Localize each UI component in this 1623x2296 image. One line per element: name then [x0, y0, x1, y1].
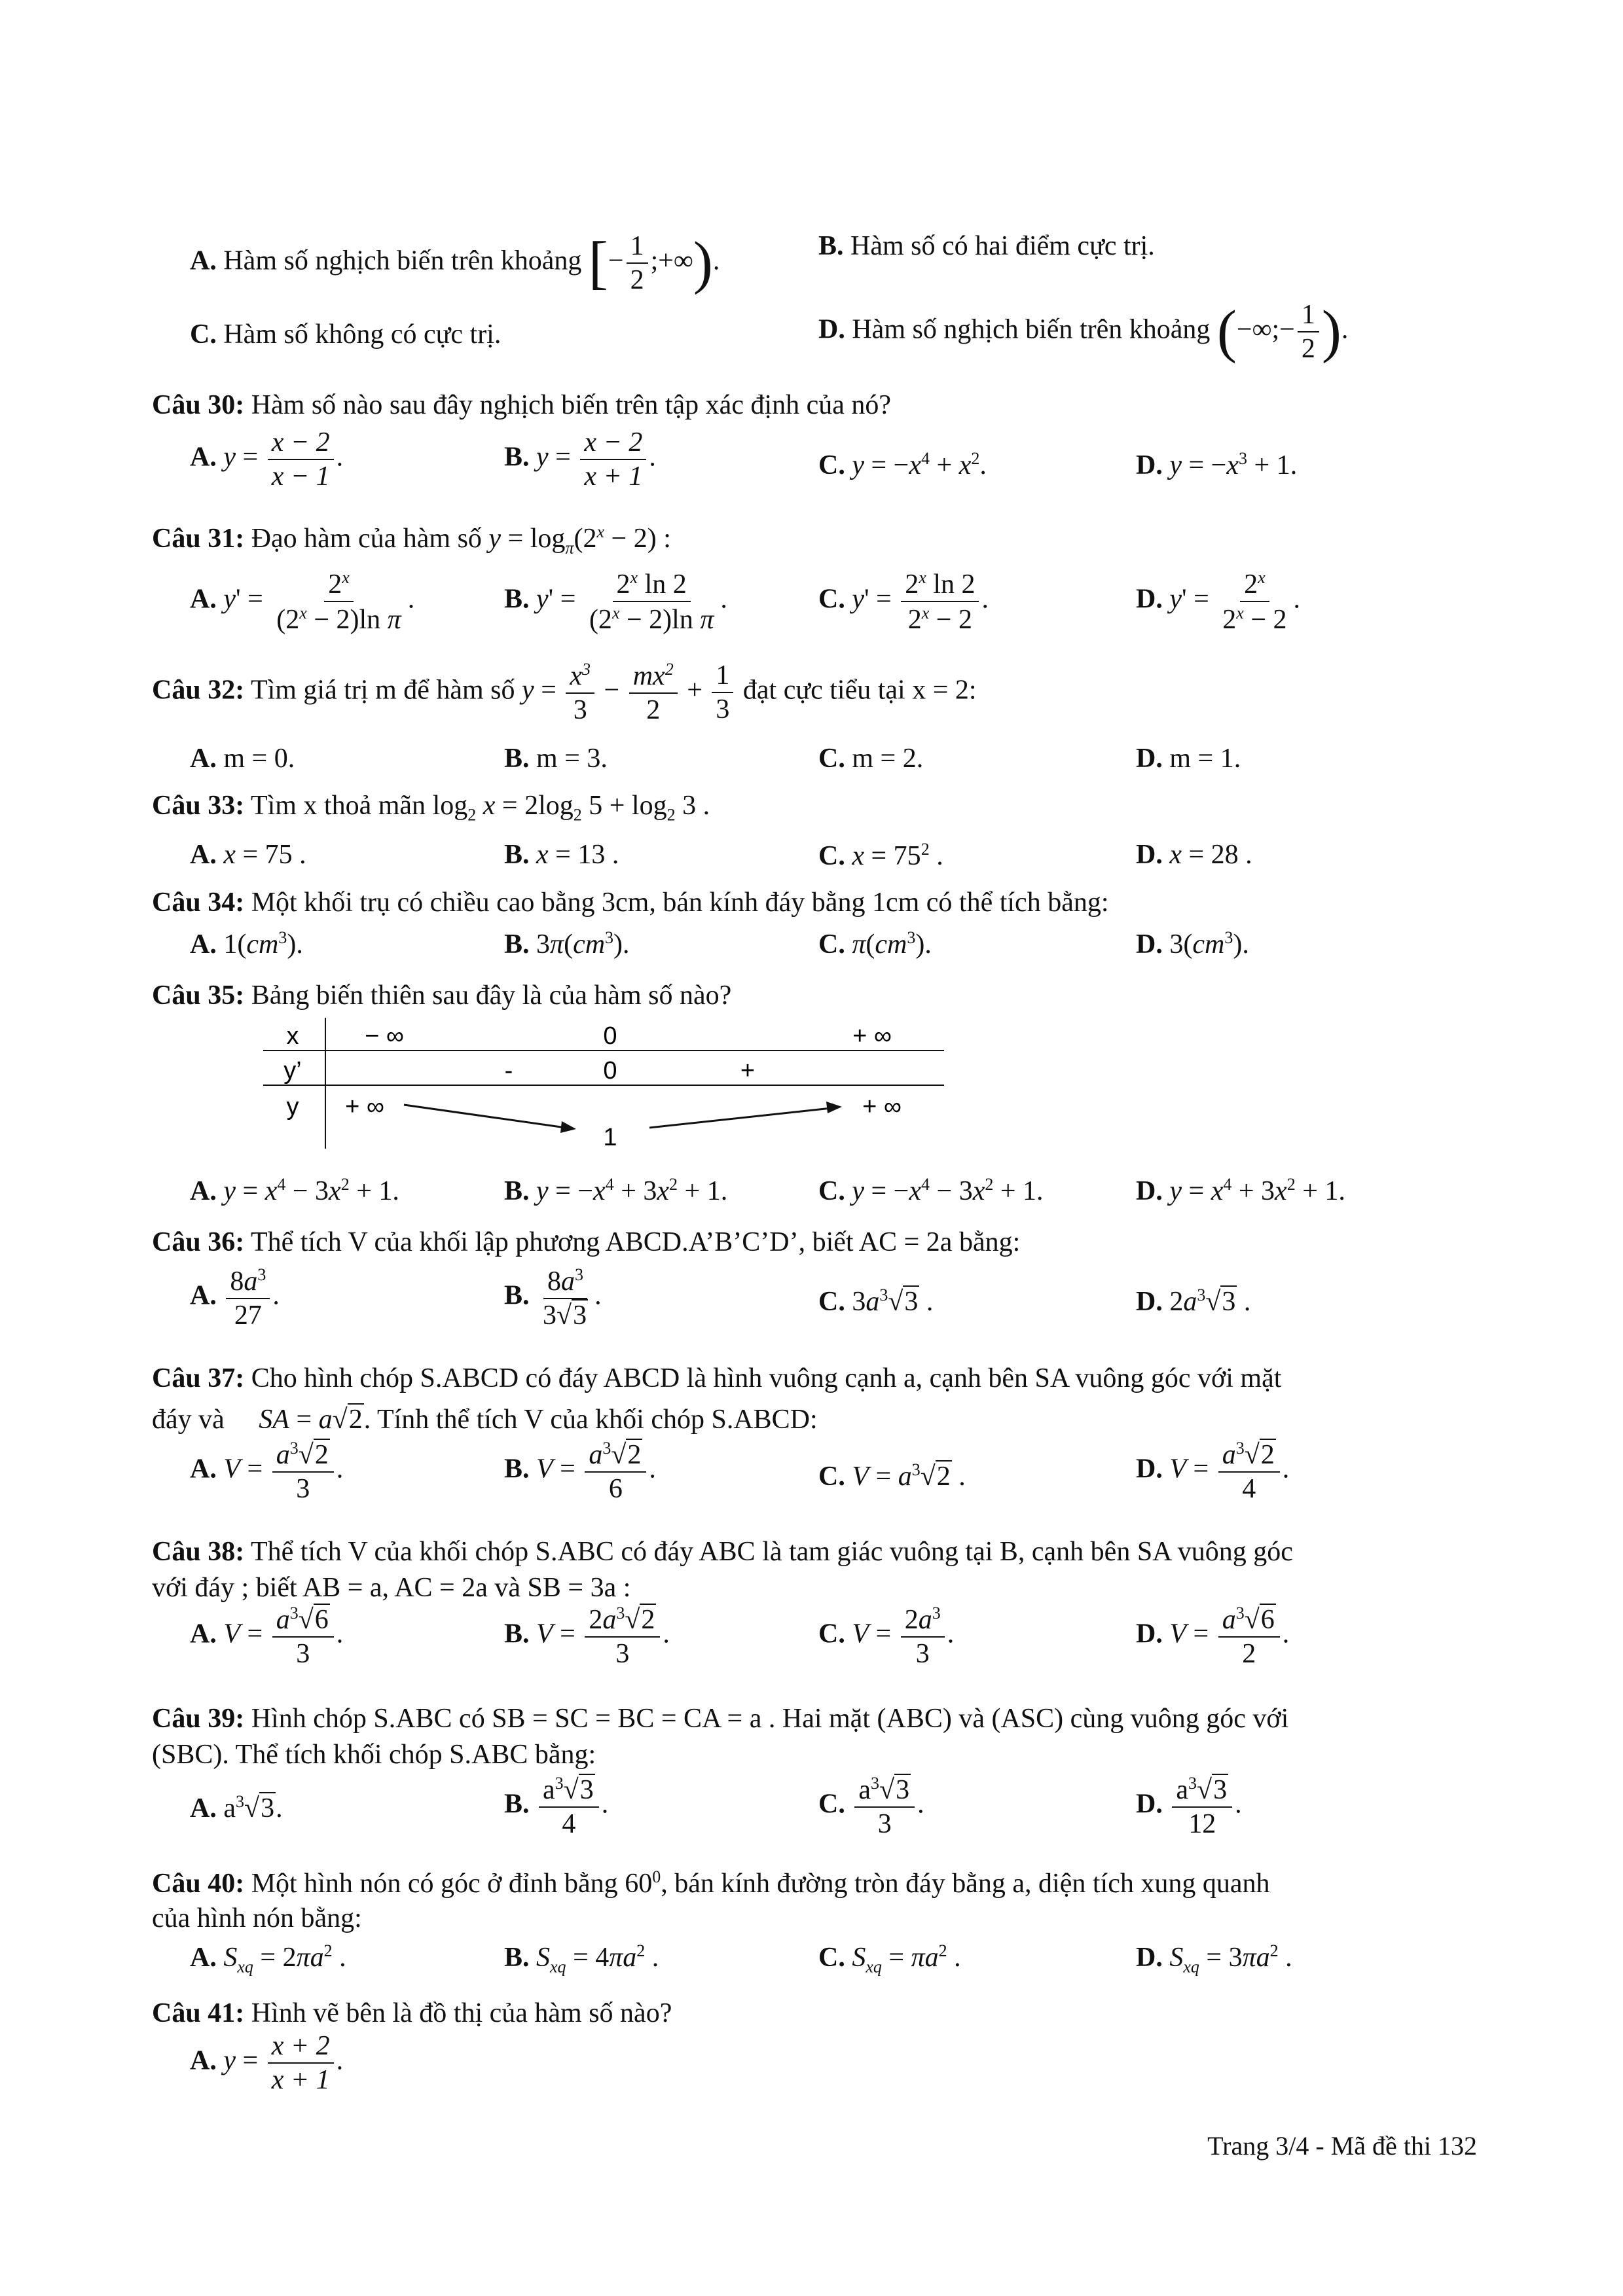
q29-option-b	[818, 232, 1155, 260]
question-text: Một hình nón có góc ở đỉnh bằng	[251, 1869, 618, 1899]
q31-stem: Câu 31: Đạo hàm của hàm số $y = \log_\pi(2^x - 2)$ :	[152, 522, 671, 558]
q37-option-b: B. V = $\frac{a^3√2}{6}$ .	[504, 1439, 656, 1504]
q30-option-c: C. $y = -x^4 + x^2$.	[818, 449, 987, 480]
q41-option-a: A. y = $\frac{x + 2}{x + 1}$ .	[190, 2031, 344, 2095]
y-value: 1	[603, 1124, 617, 1149]
option-label: B.	[818, 231, 844, 261]
option-label: A.	[190, 245, 217, 276]
q38-option-b: B. V = $\frac{2a^3√2}{3}$ .	[504, 1604, 670, 1669]
q36-option-b: B. $\frac{8a^3}{3√3}$ .	[504, 1265, 602, 1331]
q36-option-d: D. $2a^3√3$ .	[1136, 1285, 1251, 1317]
q39-stem	[152, 1705, 1288, 1732]
q35-option-b: B. $y = -x^4 + 3x^2 + 1$.	[504, 1175, 728, 1206]
question-text: Tìm giá trị m để hàm số	[250, 675, 515, 706]
q34-option-d: D. $3(cm^3)$.	[1136, 928, 1249, 960]
question-text: Cho hình chóp S.ABCD có đáy ABCD là hình vuông cạnh a, cạnh bên SA vuông góc với mặt	[251, 1363, 1282, 1393]
y-value: + ∞	[862, 1093, 902, 1121]
question-text-tail: đạt cực tiểu tại x = 2:	[742, 675, 977, 706]
sign-value: +	[740, 1057, 756, 1085]
row-label-y: y	[286, 1093, 299, 1121]
x-value: 0	[603, 1022, 617, 1050]
q32-option-c: C. m = 2.	[818, 744, 924, 774]
q40-stem-line2: của hình nón bằng:	[152, 1903, 362, 1933]
q35-stem	[152, 982, 731, 1009]
q31-option-c: C. y' = $\frac{2^x \ln 2}{2^x - 2}$ .	[818, 568, 989, 635]
question-text: Hình vẽ bên là đồ thị của hàm số nào?	[251, 1998, 672, 2028]
q40-option-d: D. $S_{xq} = 3\pi a^2$ .	[1136, 1941, 1292, 1977]
question-text: Bảng biến thiên sau đây là của hàm số nào?	[251, 980, 732, 1011]
q30-stem	[152, 391, 891, 419]
question-text: Hàm số nào sau đây nghịch biến trên tập xác định của nó?	[251, 390, 892, 420]
q31-option-a: A. y' = $\frac{2^x}{(2^x - 2)\ln \pi}$ .	[190, 568, 415, 635]
question-label: Câu 31:	[152, 524, 245, 554]
q31-option-d: D. y' = $\frac{2^x}{2^x - 2}$ .	[1136, 568, 1300, 635]
option-text: Hàm số nghịch biến trên khoảng	[223, 245, 582, 276]
q41-stem	[152, 2000, 672, 2027]
question-text: Hình chóp S.ABC có SB = SC = BC = CA = a . Hai mặt (ABC) và (ASC) cùng vuông góc với	[251, 1704, 1289, 1734]
q39-option-c: C. $\frac{a^3√3}{3}$ .	[818, 1774, 924, 1839]
question-text: Đạo hàm của hàm số	[251, 524, 482, 554]
question-label: Câu 30:	[152, 390, 245, 420]
q34-option-b: B. $3\pi(cm^3)$.	[504, 928, 630, 960]
option-label: D.	[818, 314, 845, 345]
q29-option-a: A. Hàm số nghịch biến trên khoảng [− $\frac{1}{2}$ ;+∞).	[190, 230, 720, 295]
q39-option-d: D. $\frac{a^3√3}{12}$ .	[1136, 1774, 1242, 1839]
q32-option-d: D. m = 1.	[1136, 744, 1241, 774]
decreasing-arrow	[404, 1105, 566, 1128]
q38-option-c: C. V = $\frac{2a^3}{3}$ .	[818, 1604, 955, 1669]
q40-option-a: A. $S_{xq} = 2\pi a^2$ .	[190, 1941, 346, 1977]
q39-option-a: A. $a^3√3$.	[190, 1792, 283, 1823]
increasing-arrow	[649, 1108, 831, 1128]
question-label: Câu 38:	[152, 1537, 245, 1567]
q40-stem: Câu 40: Một hình nón có góc ở đỉnh bằng $60^0$, bán kính đường tròn đáy bằng a, diện tích xung quanh	[152, 1867, 1270, 1899]
question-label: Câu 40:	[152, 1869, 245, 1899]
x-value: + ∞	[852, 1022, 892, 1050]
question-label: Câu 35:	[152, 980, 245, 1011]
q30-option-d: D. $y = -x^3 + 1$.	[1136, 449, 1298, 480]
q33-stem: Câu 33: Tìm x thoả mãn $\log_2 x = 2\log_2$ $5 + \log_2 3$ .	[152, 791, 710, 825]
q29-option-c	[190, 321, 501, 348]
q35-option-a: A. $y = x^4 - 3x^2 + 1$.	[190, 1175, 399, 1206]
q37-option-a: A. V = $\frac{a^3√2}{3}$ .	[190, 1439, 344, 1504]
sign-value: 0	[603, 1057, 617, 1085]
question-label: Câu 32:	[152, 675, 245, 706]
q34-stem	[152, 889, 1109, 916]
q29-option-d: D. Hàm số nghịch biến trên khoảng (−∞;− $\frac{1}{2}$ ).	[818, 299, 1349, 364]
q38-option-a: A. V = $\frac{a^3√6}{3}$ .	[190, 1604, 344, 1669]
question-label: Câu 33:	[152, 791, 245, 821]
page-footer: Trang 3/4 - Mã đề thi 132	[1207, 2131, 1477, 2161]
q33-option-b: B. x = 13 .	[504, 840, 619, 870]
question-label: Câu 36:	[152, 1227, 245, 1257]
q38-stem	[152, 1538, 1293, 1566]
q37-option-d: D. V = $\frac{a^3√2}{4}$ .	[1136, 1439, 1290, 1504]
q31-option-b: B. y' = $\frac{2^x \ln 2}{(2^x - 2)\ln \pi}$ .	[504, 568, 727, 635]
q30-option-b: B. y = $\frac{x - 2}{x + 1}$ .	[504, 427, 656, 492]
q40-option-c: C. $S_{xq} = \pi a^2$ .	[818, 1941, 961, 1977]
question-text: Tìm x thoả mãn	[250, 791, 426, 821]
q37-option-c: C. $V = a^3√2$ .	[818, 1460, 966, 1492]
question-label: Câu 41:	[152, 1998, 245, 2028]
q37-stem-line2: đáy và SA = a√2. Tính thể tích V của khối chóp S.ABCD:	[152, 1405, 818, 1435]
question-text-tail: , bán kính đường tròn đáy bằng a, diện tích xung quanh	[661, 1869, 1270, 1899]
q37-stem	[152, 1365, 1281, 1392]
q35-option-c: C. $y = -x^4 - 3x^2 + 1$.	[818, 1175, 1044, 1206]
q33-option-c: C. $x = 75^2$ .	[818, 840, 943, 871]
q39-option-b: B. $\frac{a^3√3}{4}$ .	[504, 1774, 609, 1839]
question-label: Câu 37:	[152, 1363, 245, 1393]
q32-stem: Câu 32: Tìm giá trị m để hàm số y = $\frac{x^3}{3}$ − $\frac{mx^2}{2}$ + $\frac{1}{3}$ đạt cực tiểu tại x = 2:	[152, 660, 977, 725]
q38-stem-line2: với đáy ; biết AB = a, AC = 2a và SB = 3a :	[152, 1573, 631, 1603]
q32-option-a: A. m = 0.	[190, 744, 295, 774]
question-text: Thể tích V của khối chóp S.ABC có đáy ABC là tam giác vuông tại B, cạnh bên SA vuông góc	[250, 1537, 1293, 1567]
q38-option-d: D. V = $\frac{a^3√6}{2}$ .	[1136, 1604, 1290, 1669]
q36-option-c: C. $3a^3√3$ .	[818, 1285, 934, 1317]
q35-option-d: D. $y = x^4 + 3x^2 + 1$.	[1136, 1175, 1345, 1206]
question-label: Câu 34:	[152, 888, 245, 918]
q39-stem-line2: (SBC). Thể tích khối chóp S.ABC bằng:	[152, 1740, 596, 1770]
question-text: Thể tích V của khối lập phương ABCD.A’B’C’D’, biết AC = 2a bằng:	[250, 1227, 1021, 1257]
row-label-x: x	[286, 1022, 299, 1050]
q34-option-a: A. $1(cm^3)$.	[190, 928, 303, 960]
option-text: Hàm số nghịch biến trên khoảng	[852, 314, 1211, 345]
row-label-yprime: y’	[283, 1057, 302, 1085]
decreasing-arrowhead	[560, 1121, 576, 1133]
q32-option-b: B. m = 3.	[504, 744, 608, 774]
q33-option-a: A. x = 75 .	[190, 840, 306, 870]
y-value: + ∞	[345, 1093, 384, 1121]
option-label: C.	[190, 319, 217, 350]
question-text: Một khối trụ có chiều cao bằng 3cm, bán kính đáy bằng 1cm có thể tích bằng:	[251, 888, 1109, 918]
q36-option-a: A. $\frac{8a^3}{27}$ .	[190, 1265, 280, 1331]
q36-stem	[152, 1229, 1020, 1256]
q33-option-d: D. x = 28 .	[1136, 840, 1252, 870]
variation-table	[263, 1018, 944, 1149]
q40-option-b: B. $S_{xq} = 4\pi a^2$ .	[504, 1941, 659, 1977]
question-label: Câu 39:	[152, 1704, 245, 1734]
sign-value: -	[504, 1057, 513, 1085]
q30-option-a: A. y = $\frac{x - 2}{x - 1}$ .	[190, 427, 344, 492]
option-text: Hàm số có hai điểm cực trị.	[850, 231, 1155, 261]
increasing-arrowhead	[826, 1102, 842, 1113]
option-text: Hàm số không có cực trị.	[223, 319, 501, 350]
x-value: − ∞	[365, 1022, 404, 1050]
q34-option-c: C. $\pi(cm^3)$.	[818, 928, 932, 960]
